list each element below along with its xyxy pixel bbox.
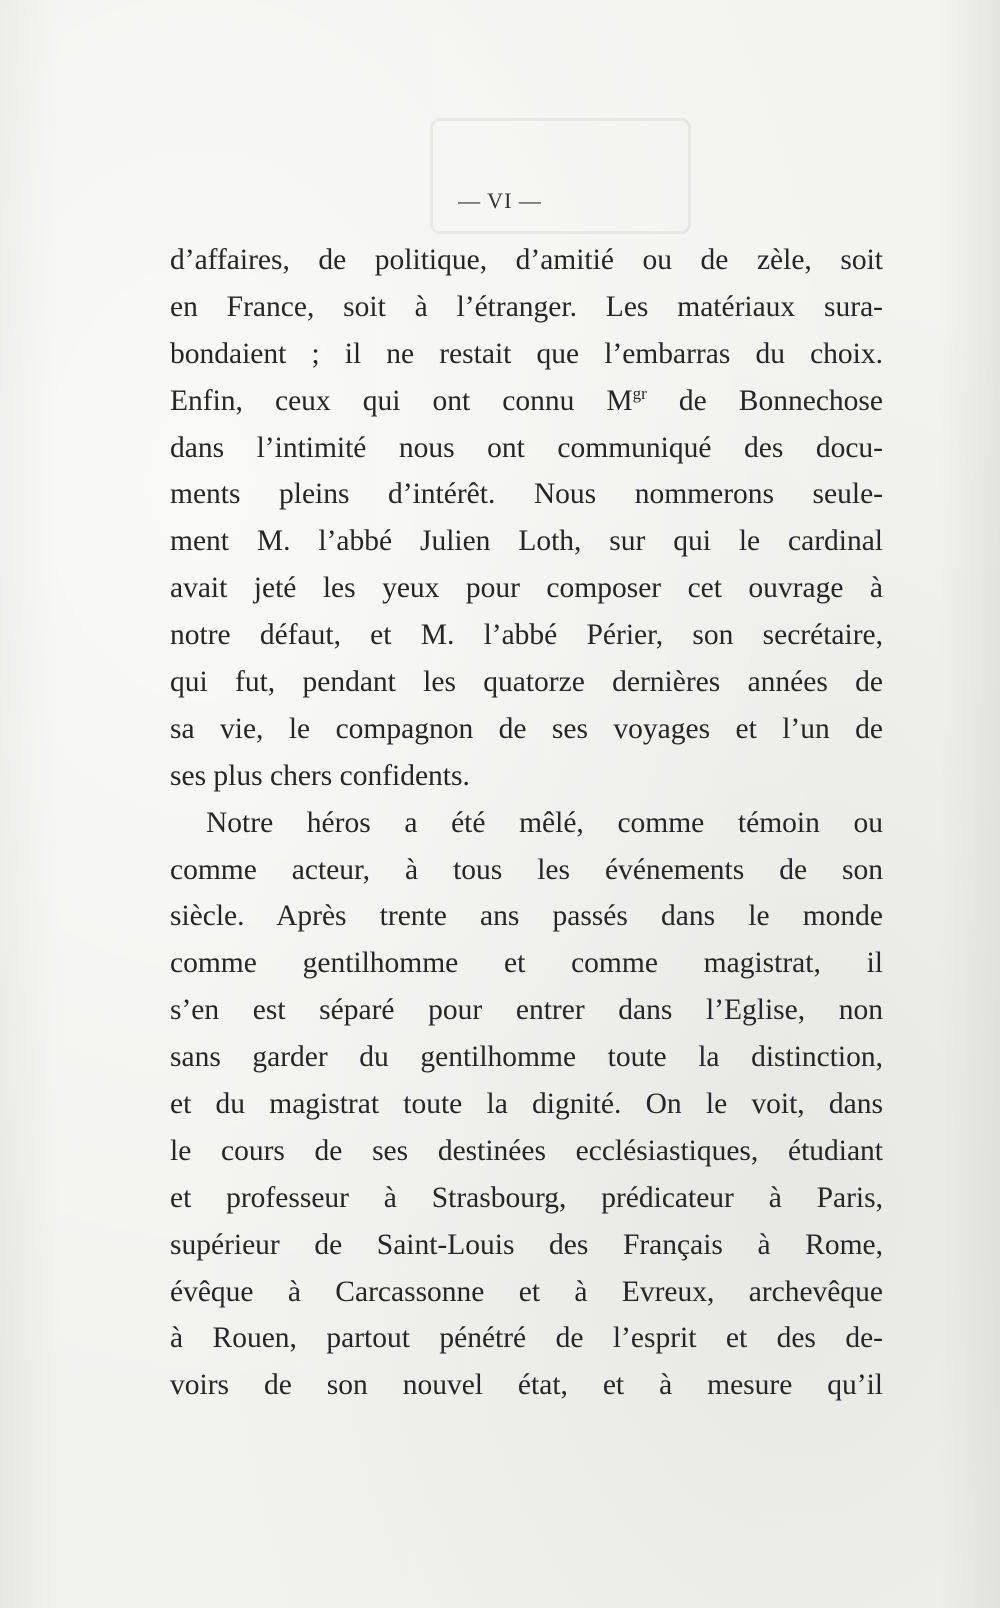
text-line: supérieur de Saint-Louis des Français à Rome, — [170, 1228, 883, 1261]
text-line: et professeur à Strasbourg, prédicateur à Paris, — [170, 1181, 883, 1214]
text-line: avait jeté les yeux pour composer cet ouvrage à — [170, 572, 883, 605]
superscript-abbreviation: gr — [632, 383, 647, 403]
body-text — [170, 237, 883, 1409]
paragraph-end-line: ses plus chers confidents. — [170, 759, 470, 792]
text-fragment: de Bonnechose — [646, 384, 883, 417]
text-line: voirs de son nouvel état, et à mesure qu’il — [170, 1369, 883, 1402]
text-line: à Rouen, partout pénétré de l’esprit et des de- — [170, 1322, 883, 1355]
text-line: ments pleins d’intérêt. Nous nommerons seule- — [170, 478, 883, 511]
text-line: et du magistrat toute la dignité. On le voit, dans — [170, 1088, 883, 1121]
text-line: notre défaut, et M. l’abbé Périer, son secrétaire, — [170, 619, 883, 652]
text-line: sa vie, le compagnon de ses voyages et l’un de — [170, 712, 883, 745]
text-line: qui fut, pendant les quatorze dernières années de — [170, 666, 883, 699]
text-line: le cours de ses destinées ecclésiastiques, étudiant — [170, 1134, 883, 1167]
text-line: sans garder du gentilhomme toute la distinction, — [170, 1041, 883, 1074]
text-line: dans l’intimité nous ont communiqué des docu- — [170, 431, 883, 464]
page-number: — VI — — [458, 188, 542, 213]
text-fragment: Enfin, ceux qui ont connu M — [170, 384, 633, 417]
text-line: bondaient ; il ne restait que l’embarras du choix. — [170, 337, 883, 370]
paragraph-start-line: Notre héros a été mêlé, comme témoin ou — [206, 806, 883, 839]
text-line — [170, 378, 883, 425]
library-stamp-faint — [430, 118, 691, 234]
text-line: comme gentilhomme et comme magistrat, il — [170, 947, 883, 980]
text-line: d’affaires, de politique, d’amitié ou de zèle, soit — [170, 244, 883, 276]
text-line: en France, soit à l’étranger. Les matériaux sura- — [170, 290, 883, 323]
text-line: s’en est séparé pour entrer dans l’Eglise, non — [170, 994, 883, 1027]
text-line: ment M. l’abbé Julien Loth, sur qui le cardinal — [170, 525, 883, 558]
text-line: comme acteur, à tous les événements de son — [170, 853, 883, 886]
text-line: siècle. Après trente ans passés dans le monde — [170, 900, 883, 933]
text-line: évêque à Carcassonne et à Evreux, archevêque — [170, 1275, 883, 1308]
